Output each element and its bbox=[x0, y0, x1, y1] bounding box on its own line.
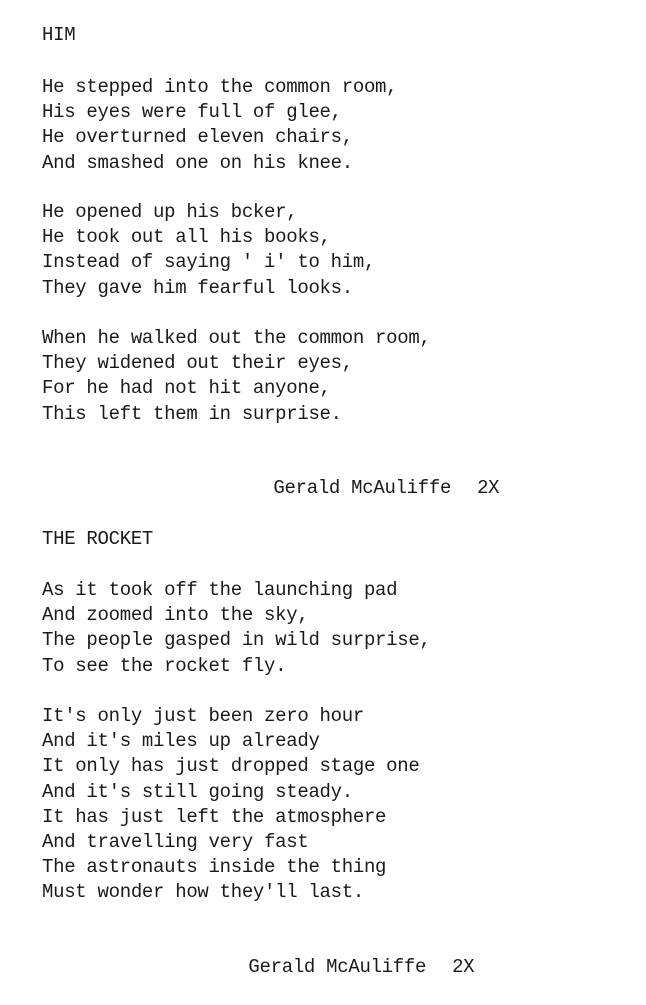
poem-line: The people gasped in wild surprise, bbox=[42, 629, 431, 652]
poem-line: He overturned eleven chairs, bbox=[42, 126, 353, 149]
poem-line: And it's miles up already bbox=[42, 730, 320, 753]
poem-line: They widened out their eyes, bbox=[42, 352, 353, 375]
poem-line: And it's still going steady. bbox=[42, 780, 353, 803]
stanza bbox=[42, 75, 397, 176]
poem-title: HIM bbox=[42, 24, 76, 46]
poem-line: It only has just dropped stage one bbox=[42, 755, 420, 778]
poem-line: He stepped into the common room, bbox=[42, 76, 398, 98]
poem-line: Instead of saying ' i' to him, bbox=[42, 251, 376, 274]
poem-line: His eyes were full of glee, bbox=[42, 101, 342, 124]
stanza bbox=[42, 578, 431, 679]
stanza bbox=[42, 704, 419, 906]
poem-line: This left them in surprise. bbox=[42, 402, 342, 425]
poem-line: To see the rocket fly. bbox=[42, 654, 287, 677]
author-form: 2X bbox=[452, 956, 475, 978]
author-form: 2X bbox=[477, 477, 500, 499]
poem-line: It has just left the atmosphere bbox=[42, 805, 387, 828]
poem-line: As it took off the launching pad bbox=[42, 579, 398, 601]
poem-line: And smashed one on his knee. bbox=[42, 151, 353, 174]
author-signature bbox=[229, 451, 499, 526]
poem-line: The astronauts inside the thing bbox=[42, 856, 387, 879]
author-name: Gerald McAuliffe bbox=[273, 477, 452, 499]
author-signature bbox=[204, 930, 474, 1005]
poem-line: He took out all his books, bbox=[42, 226, 331, 249]
poem-line: And zoomed into the sky, bbox=[42, 604, 309, 627]
poem-line: They gave him fearful looks. bbox=[42, 276, 353, 299]
poem-title: THE ROCKET bbox=[42, 528, 154, 550]
poem-line: When he walked out the common room, bbox=[42, 327, 431, 349]
stanza bbox=[42, 200, 375, 301]
poem-line: It's only just been zero hour bbox=[42, 705, 364, 727]
poem-line: And travelling very fast bbox=[42, 830, 309, 853]
author-name: Gerald McAuliffe bbox=[248, 956, 427, 978]
poem-line: For he had not hit anyone, bbox=[42, 377, 331, 400]
stanza bbox=[42, 326, 431, 427]
poem-line: He opened up his bcker, bbox=[42, 201, 298, 223]
poem-line: Must wonder how they'll last. bbox=[42, 881, 364, 904]
